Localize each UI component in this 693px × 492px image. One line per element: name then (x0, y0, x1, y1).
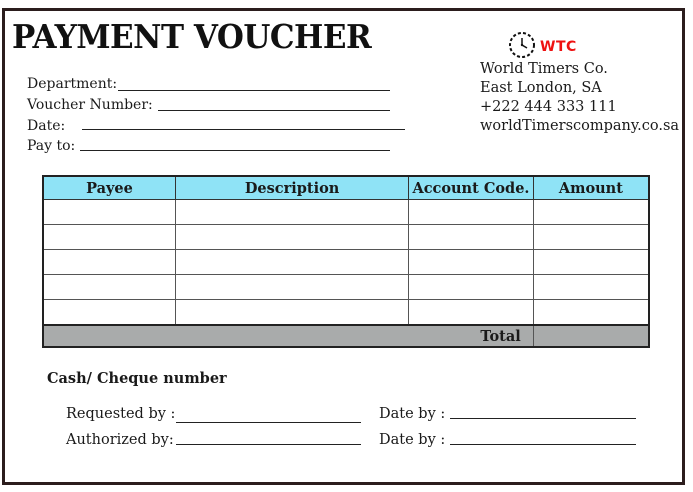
department-field[interactable] (118, 90, 390, 91)
cell-payee[interactable] (43, 275, 175, 300)
cell-account-code[interactable] (409, 275, 534, 300)
authorized-by-label: Authorized by: (66, 432, 174, 448)
cell-account-code[interactable] (409, 200, 534, 225)
table-header-row (43, 176, 649, 200)
date-label: Date: (27, 118, 66, 134)
cash-cheque-label: Cash/ Cheque number (47, 370, 227, 387)
cell-payee[interactable] (43, 225, 175, 250)
total-amount-cell[interactable] (533, 325, 649, 347)
requested-by-field[interactable] (176, 422, 361, 423)
cell-amount[interactable] (533, 225, 649, 250)
company-phone: +222 444 333 111 (480, 99, 617, 115)
cell-description[interactable] (175, 225, 408, 250)
date-by-label-2: Date by : (379, 432, 446, 448)
cell-account-code[interactable] (409, 225, 534, 250)
header-amount: Amount (533, 176, 649, 200)
cell-description[interactable] (175, 275, 408, 300)
date-by-field-1[interactable] (450, 418, 636, 419)
voucher-number-field[interactable] (158, 110, 390, 111)
pay-to-label: Pay to: (27, 138, 76, 154)
authorized-by-field[interactable] (176, 444, 361, 445)
cell-payee[interactable] (43, 250, 175, 275)
cell-payee[interactable] (43, 200, 175, 225)
cell-amount[interactable] (533, 200, 649, 225)
requested-by-label: Requested by : (66, 406, 176, 422)
company-name: World Timers Co. (480, 61, 608, 77)
date-by-field-2[interactable] (450, 444, 636, 445)
table-row (43, 250, 649, 275)
cell-account-code[interactable] (409, 250, 534, 275)
company-location: East London, SA (480, 80, 602, 96)
header-description: Description (175, 176, 408, 200)
voucher-number-label: Voucher Number: (27, 97, 153, 113)
payment-table (42, 175, 650, 348)
cell-description[interactable] (175, 250, 408, 275)
date-field[interactable] (82, 129, 405, 130)
cell-amount[interactable] (533, 275, 649, 300)
clock-icon (507, 31, 537, 59)
logo-text: WTC (540, 39, 577, 55)
table-row (43, 275, 649, 300)
total-row (43, 325, 649, 347)
table-row (43, 225, 649, 250)
cell-payee[interactable] (43, 300, 175, 326)
company-info (480, 60, 679, 136)
header-payee: Payee (43, 176, 175, 200)
date-by-label-1: Date by : (379, 406, 446, 422)
pay-to-field[interactable] (80, 150, 390, 151)
page-title: PAYMENT VOUCHER (12, 18, 372, 57)
header-account-code: Account Code. (409, 176, 534, 200)
cell-account-code[interactable] (409, 300, 534, 326)
cell-description[interactable] (175, 200, 408, 225)
table-row (43, 200, 649, 225)
cell-amount[interactable] (533, 250, 649, 275)
company-website: worldTimerscompany.co.sa (480, 118, 680, 134)
department-label: Department: (27, 76, 118, 92)
cell-description[interactable] (175, 300, 408, 326)
table-row (43, 300, 649, 326)
cell-amount[interactable] (533, 300, 649, 326)
total-label: Total (43, 325, 533, 347)
